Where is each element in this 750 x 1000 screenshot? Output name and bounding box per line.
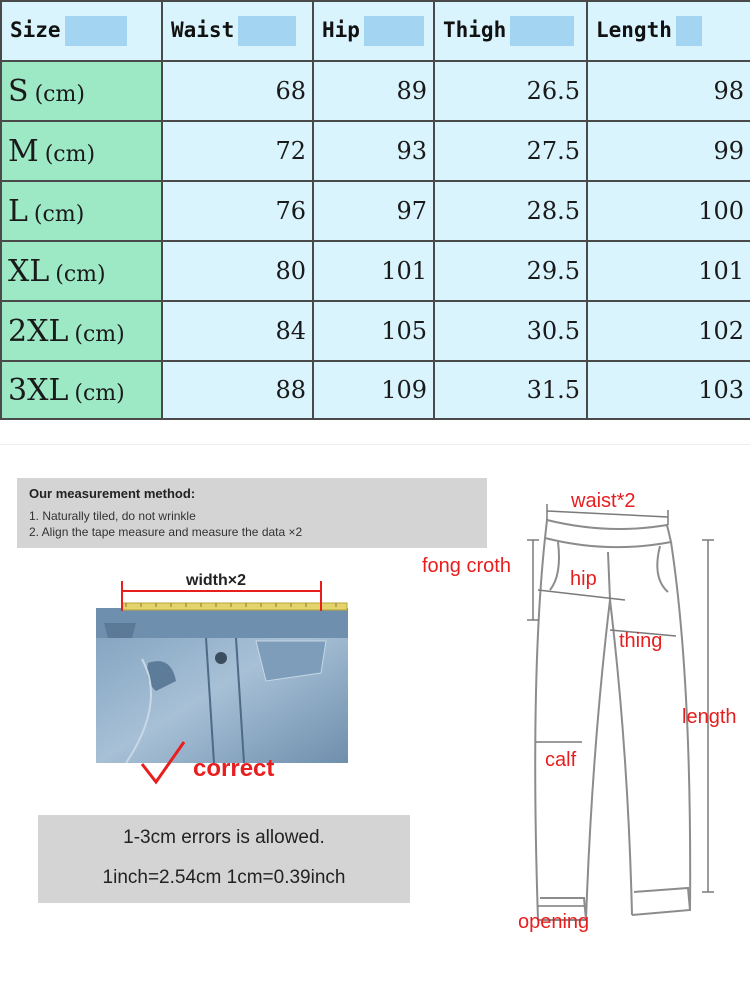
hip-cell: 101 xyxy=(313,241,434,301)
thigh-cell: 31.5 xyxy=(434,361,587,419)
size-cell: 2XL (cm) xyxy=(1,301,162,361)
tolerance-note: 1-3cm errors is allowed. xyxy=(123,827,325,848)
label-calf: calf xyxy=(545,749,577,771)
header-thigh: Thigh xyxy=(434,1,587,61)
measurement-method-box xyxy=(17,478,487,548)
label-waist: waist*2 xyxy=(571,490,636,512)
thigh-cell: 27.5 xyxy=(434,121,587,181)
thigh-cell: 26.5 xyxy=(434,61,587,121)
size-cell: S (cm) xyxy=(1,61,162,121)
size-cell: L (cm) xyxy=(1,181,162,241)
size-cell: M (cm) xyxy=(1,121,162,181)
method-step-2: 2. Align the tape measure and measure the data ×2 xyxy=(29,525,303,539)
length-cell: 98 xyxy=(587,61,750,121)
header-hip: Hip xyxy=(313,1,434,61)
correct-label: correct xyxy=(193,755,275,782)
header-length: Length xyxy=(587,1,750,61)
length-cell: 101 xyxy=(587,241,750,301)
table-row xyxy=(1,181,750,241)
table-header-row xyxy=(1,1,750,61)
waist-cell: 68 xyxy=(162,61,313,121)
jeans-photo xyxy=(96,563,348,763)
table-row xyxy=(1,121,750,181)
table-row xyxy=(1,61,750,121)
unit-conversion-note: 1inch=2.54cm 1cm=0.39inch xyxy=(102,867,346,888)
length-cell: 102 xyxy=(587,301,750,361)
label-thigh: thing xyxy=(619,630,663,652)
hip-cell: 97 xyxy=(313,181,434,241)
thigh-cell: 29.5 xyxy=(434,241,587,301)
length-cell: 100 xyxy=(587,181,750,241)
thigh-cell: 30.5 xyxy=(434,301,587,361)
length-cell: 103 xyxy=(587,361,750,419)
label-hip: hip xyxy=(570,568,597,590)
checkmark-icon xyxy=(138,738,188,788)
waist-cell: 72 xyxy=(162,121,313,181)
table-row xyxy=(1,301,750,361)
table-row xyxy=(1,241,750,301)
size-cell: 3XL (cm) xyxy=(1,361,162,419)
table-row xyxy=(1,361,750,419)
header-size: Size xyxy=(1,1,162,61)
method-step-1: 1. Naturally tiled, do not wrinkle xyxy=(29,509,196,523)
hip-cell: 89 xyxy=(313,61,434,121)
label-crotch: fong croth xyxy=(422,555,511,577)
thigh-cell: 28.5 xyxy=(434,181,587,241)
label-length: length xyxy=(682,706,737,728)
hip-cell: 93 xyxy=(313,121,434,181)
length-cell: 99 xyxy=(587,121,750,181)
tolerance-note-box xyxy=(38,815,410,903)
waist-cell: 84 xyxy=(162,301,313,361)
header-waist: Waist xyxy=(162,1,313,61)
waist-cell: 76 xyxy=(162,181,313,241)
hip-cell: 109 xyxy=(313,361,434,419)
method-title: Our measurement method: xyxy=(29,486,196,501)
waist-cell: 80 xyxy=(162,241,313,301)
size-cell: XL (cm) xyxy=(1,241,162,301)
hip-cell: 105 xyxy=(313,301,434,361)
label-opening: opening xyxy=(518,911,590,933)
waist-cell: 88 xyxy=(162,361,313,419)
width-label: width×2 xyxy=(186,572,247,589)
section-divider xyxy=(0,444,750,445)
size-chart-table xyxy=(0,0,750,428)
